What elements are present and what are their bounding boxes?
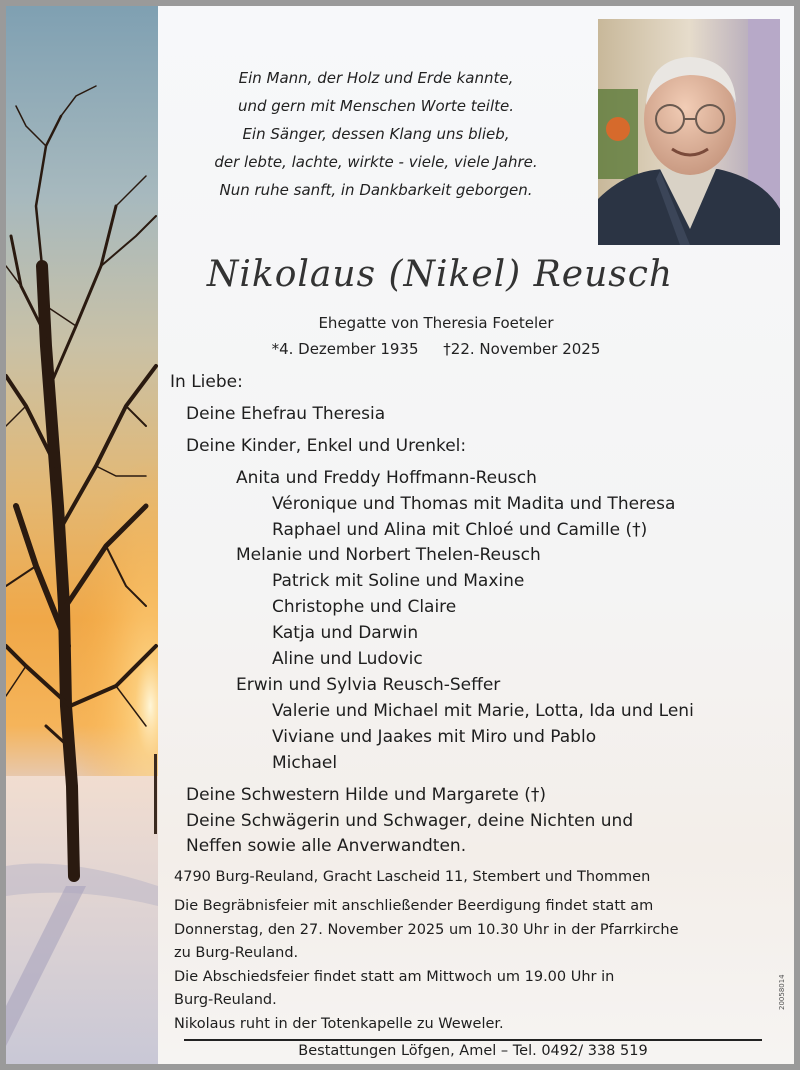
reference-code: 20058014 (778, 974, 786, 1010)
list-item: Deine Schwägerin und Schwager, deine Nichten und (186, 810, 634, 831)
funeral-line: Die Abschiedsfeier findet statt am Mittwoch um 19.00 Uhr in (174, 968, 615, 985)
spouse-line: Ehegatte von Theresia Foeteler (318, 314, 554, 332)
list-item: Michael (272, 752, 338, 773)
list-item: Deine Ehefrau Theresia (186, 403, 386, 424)
poem-line: und gern mit Menschen Worte teilte. (237, 97, 515, 115)
memorial-poem (156, 64, 596, 204)
undertaker-footer: Bestattungen Löfgen, Amel – Tel. 0492/ 338 519 (298, 1043, 648, 1059)
poem-line: Nun ruhe sanft, in Dankbarkeit geborgen. (219, 181, 533, 199)
list-item: Anita und Freddy Hoffmann-Reusch (236, 467, 537, 488)
list-item: Valerie und Michael mit Marie, Lotta, Ida und Leni (272, 700, 694, 721)
winter-sunset-image (6, 6, 158, 1064)
funeral-line: Donnerstag, den 27. November 2025 um 10.30 Uhr in der Pfarrkirche (174, 921, 679, 938)
funeral-line: zu Burg-Reuland. (174, 945, 299, 961)
list-item: Melanie und Norbert Thelen-Reusch (236, 545, 541, 566)
list-item: Erwin und Sylvia Reusch-Seffer (236, 674, 501, 695)
funeral-line: Die Begräbnisfeier mit anschließender Beerdigung findet statt am (174, 898, 654, 914)
poem-line: Ein Mann, der Holz und Erde kannte, (238, 69, 514, 87)
list-item: Deine Schwestern Hilde und Margarete (†) (186, 784, 547, 805)
birth-date: *4. Dezember 1935 (271, 340, 419, 358)
life-dates (176, 340, 696, 358)
death-notice (6, 6, 794, 1064)
funeral-details (174, 895, 784, 1036)
list-item: Deine Kinder, Enkel und Urenkel: (186, 435, 467, 456)
poem-line: der lebte, lachte, wirkte - viele, viele Jahre. (214, 153, 538, 171)
list-item: Katja und Darwin (272, 623, 419, 644)
list-item: Christophe und Claire (272, 597, 457, 618)
list-item: Raphael und Alina mit Chloé und Camille (†) (272, 519, 648, 540)
funeral-line: Burg-Reuland. (174, 992, 277, 1008)
mourners-list (170, 370, 780, 860)
list-item: Viviane und Jaakes mit Miro und Pablo (272, 726, 597, 747)
list-item: Neffen sowie alle Anverwandten. (186, 836, 467, 857)
address-line: 4790 Burg-Reuland, Gracht Lascheid 11, Stembert und Thommen (174, 869, 651, 885)
list-item: Aline und Ludovic (272, 649, 423, 670)
divider (184, 1039, 762, 1041)
list-item: Véronique und Thomas mit Madita und Theresa (272, 493, 676, 514)
list-item: In Liebe: (170, 372, 243, 392)
list-item: Patrick mit Soline und Maxine (272, 571, 525, 592)
portrait-photo (598, 19, 780, 245)
funeral-line: Nikolaus ruht in der Totenkapelle zu Weweler. (174, 1015, 504, 1032)
poem-line: Ein Sänger, dessen Klang uns blieb, (242, 125, 510, 143)
deceased-name: Nikolaus (Nikel) Reusch (206, 254, 674, 295)
death-date: †22. November 2025 (443, 340, 601, 358)
